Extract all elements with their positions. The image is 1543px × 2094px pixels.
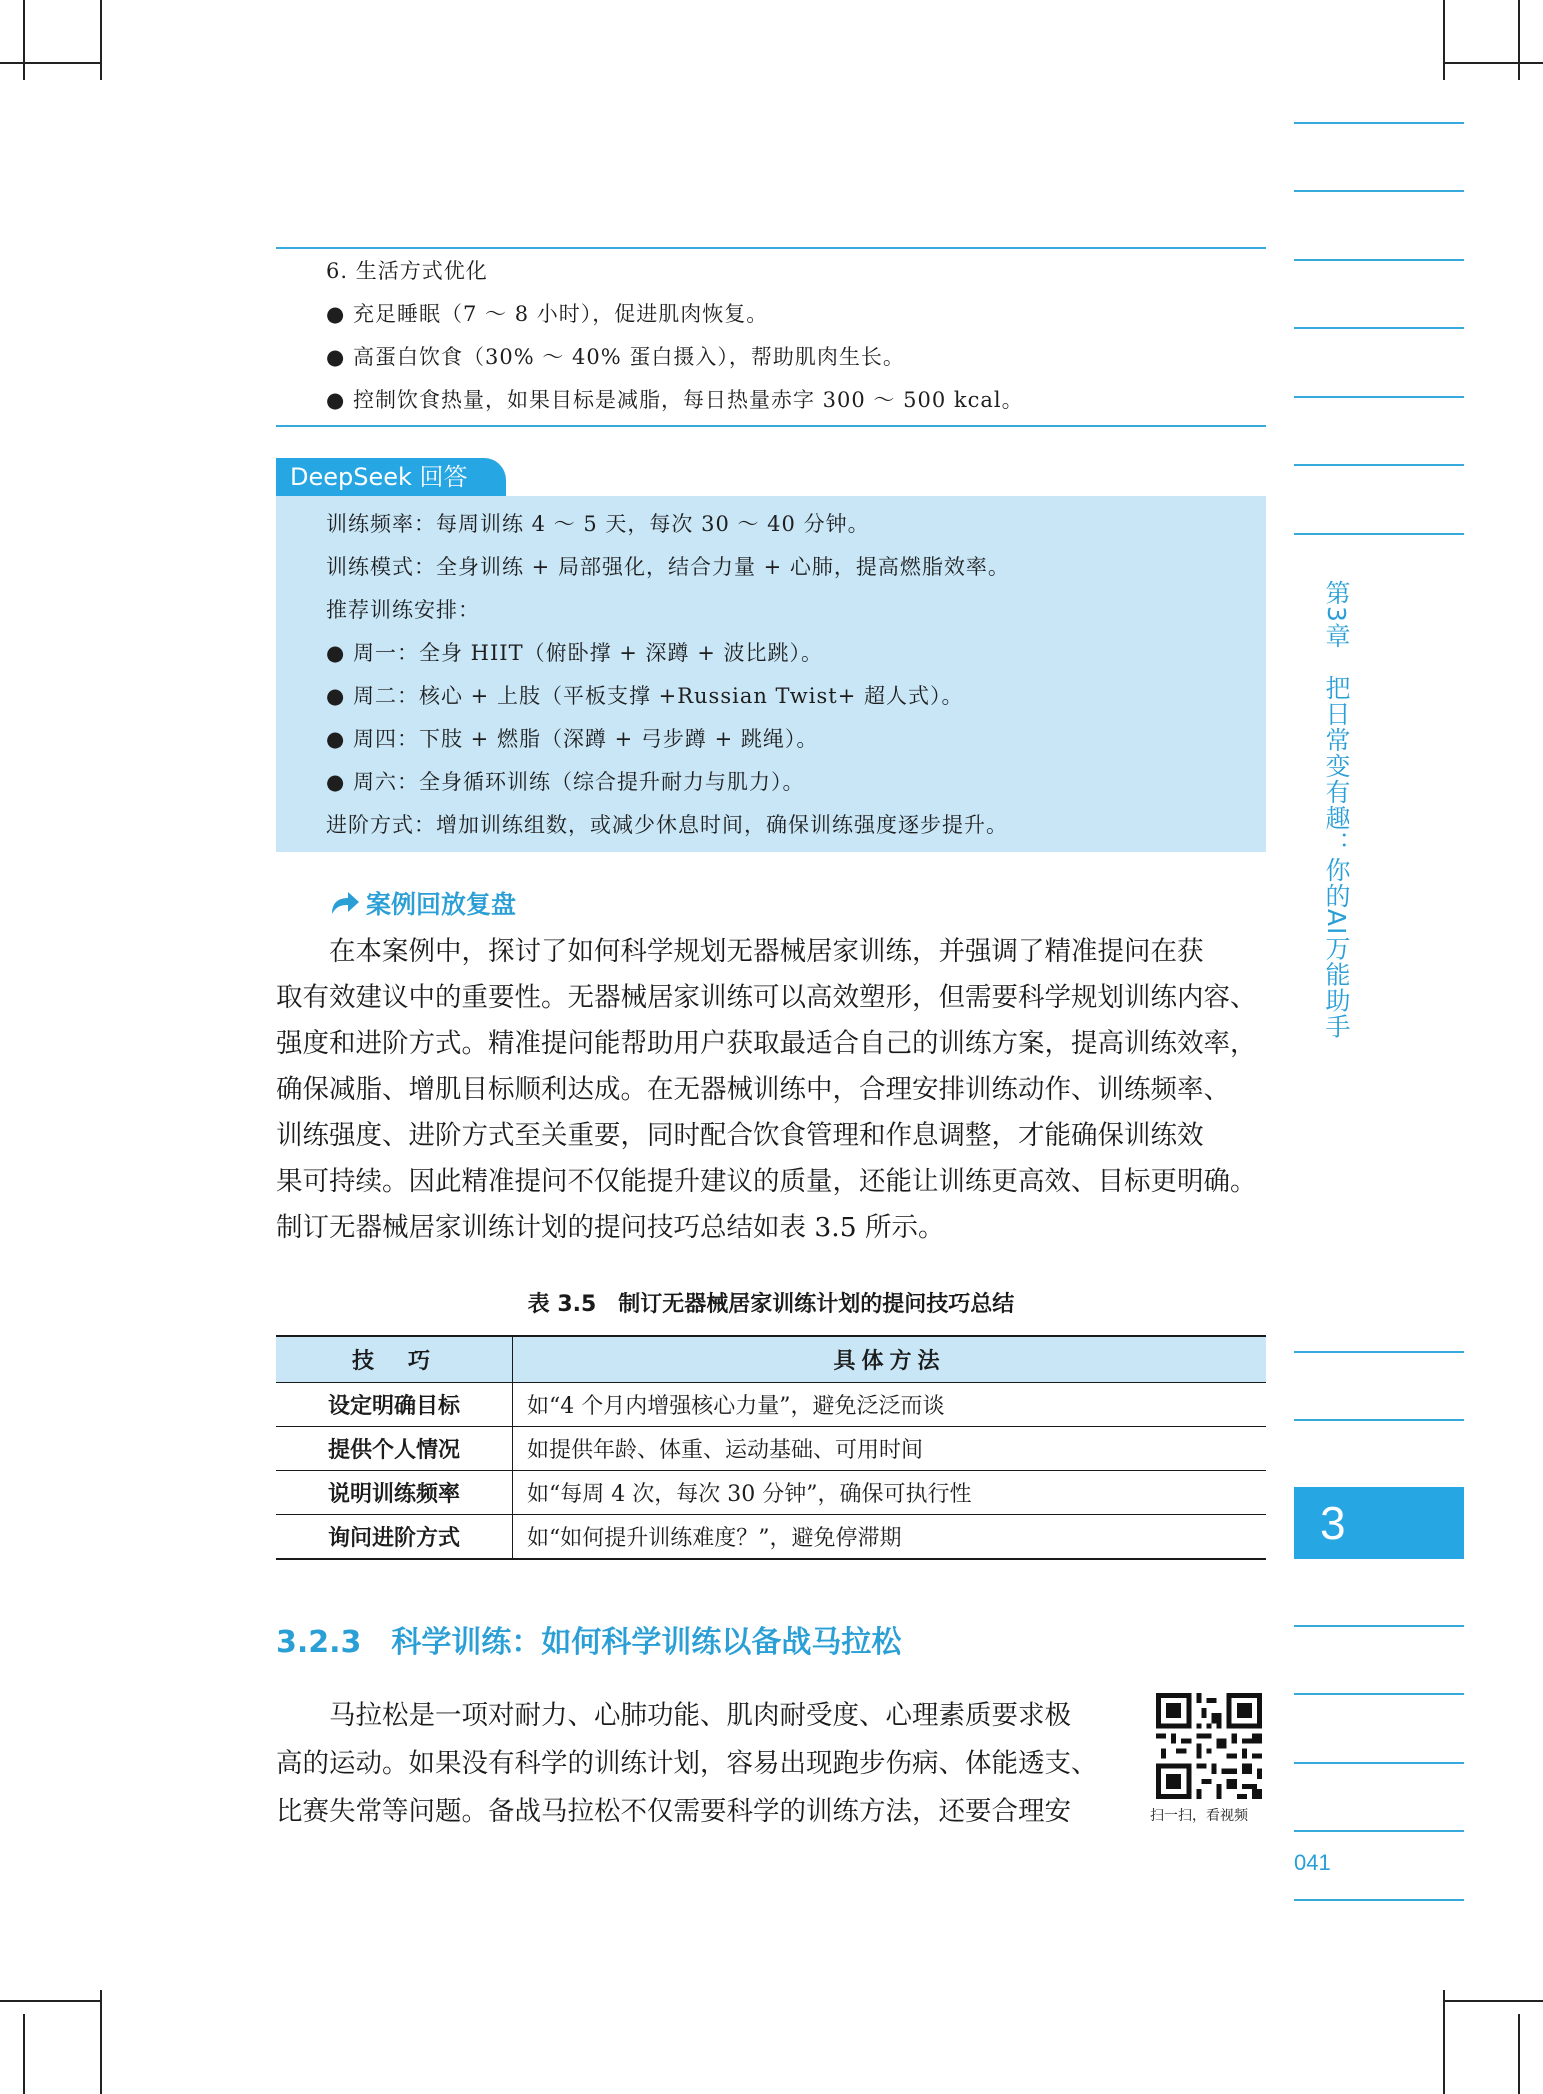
review-line: 制订无器械居家训练计划的提问技巧总结如表 3.5 所示。 bbox=[276, 1212, 945, 1243]
review-heading bbox=[330, 885, 516, 921]
deepseek-answer-tag: DeepSeek 回答 bbox=[276, 458, 506, 496]
table-row bbox=[276, 1383, 1266, 1427]
chapter-number-tab: 3 bbox=[1294, 1487, 1464, 1559]
review-line: 取有效建议中的重要性。无器械居家训练可以高效塑形，但需要科学规划训练内容、 bbox=[276, 982, 1257, 1013]
table-row bbox=[276, 1471, 1266, 1515]
margin-line bbox=[1294, 1899, 1464, 1901]
share-arrow-icon bbox=[330, 890, 360, 916]
crop-mark bbox=[1518, 0, 1520, 80]
review-line: 强度和进阶方式。精准提问能帮助用户获取最适合自己的训练方案，提高训练效率， bbox=[276, 1028, 1257, 1059]
answer-line: ● 周二：核心 + 上肢（平板支撑 +Russian Twist+ 超人式）。 bbox=[326, 684, 964, 708]
qr-caption: 扫一扫，看视频 bbox=[1150, 1808, 1248, 1824]
margin-line bbox=[1294, 1625, 1464, 1627]
table-header: 技 巧 bbox=[276, 1336, 513, 1383]
margin-line bbox=[1294, 122, 1464, 124]
section-line: 高的运动。如果没有科学的训练计划，容易出现跑步伤病、体能透支、 bbox=[276, 1748, 1098, 1779]
margin-line bbox=[1294, 190, 1464, 192]
section-line: 比赛失常等问题。备战马拉松不仅需要科学的训练方法，还要合理安 bbox=[276, 1796, 1071, 1827]
answer-line: ● 周一：全身 HIIT（俯卧撑 + 深蹲 + 波比跳）。 bbox=[326, 641, 823, 665]
answer-line: 进阶方式：增加训练组数，或减少休息时间，确保训练强度逐步提升。 bbox=[326, 813, 1008, 837]
answer-line: ● 周四：下肢 + 燃脂（深蹲 + 弓步蹲 + 跳绳）。 bbox=[326, 727, 819, 751]
tips-table bbox=[276, 1335, 1266, 1560]
answer-box bbox=[276, 496, 1266, 852]
review-title: 案例回放复盘 bbox=[366, 890, 517, 919]
section-number: 3.2.3 bbox=[276, 1625, 362, 1660]
margin-line bbox=[1294, 1693, 1464, 1695]
table-cell: 如提供年龄、体重、运动基础、可用时间 bbox=[513, 1427, 1267, 1471]
review-line: 在本案例中，探讨了如何科学规划无器械居家训练，并强调了精准提问在获 bbox=[276, 936, 1204, 967]
margin-line bbox=[1294, 1830, 1464, 1832]
answer-line: 推荐训练安排： bbox=[326, 598, 480, 622]
answer-line: 训练模式：全身训练 + 局部强化，结合力量 + 心肺，提高燃脂效率。 bbox=[326, 555, 1010, 579]
table-cell: 询问进阶方式 bbox=[276, 1515, 513, 1560]
question-line: ● 控制饮食热量，如果目标是减脂，每日热量赤字 300 ～ 500 kcal。 bbox=[326, 388, 1024, 412]
table-row bbox=[276, 1515, 1266, 1560]
margin-line bbox=[1294, 327, 1464, 329]
table-header: 具体方法 bbox=[513, 1336, 1267, 1383]
table-cell: 说明训练频率 bbox=[276, 1471, 513, 1515]
review-line: 确保减脂、增肌目标顺利达成。在无器械训练中，合理安排训练动作、训练频率、 bbox=[276, 1074, 1230, 1105]
crop-mark bbox=[0, 62, 100, 64]
review-line: 训练强度、进阶方式至关重要，同时配合饮食管理和作息调整，才能确保训练效 bbox=[276, 1120, 1204, 1151]
margin-line bbox=[1294, 1351, 1464, 1353]
section-title: 科学训练：如何科学训练以备战马拉松 bbox=[391, 1625, 902, 1660]
page-number: 041 bbox=[1294, 1850, 1331, 1875]
margin-line bbox=[1294, 464, 1464, 466]
review-line: 果可持续。因此精准提问不仅能提升建议的质量，还能让训练更高效、目标更明确。 bbox=[276, 1166, 1257, 1197]
question-line: ● 高蛋白饮食（30% ～ 40% 蛋白摄入），帮助肌肉生长。 bbox=[326, 345, 905, 369]
section-heading bbox=[276, 1617, 901, 1661]
crop-mark bbox=[100, 0, 102, 80]
crop-mark bbox=[1518, 2014, 1520, 2094]
crop-mark bbox=[100, 1990, 102, 2094]
crop-mark bbox=[1443, 0, 1445, 80]
chapter-title: 第3章 把日常变有趣：你的AI万能助手 bbox=[1322, 580, 1351, 1040]
question-bottom-rule bbox=[276, 425, 1266, 427]
margin-line bbox=[1294, 1762, 1464, 1764]
table-cell: 设定明确目标 bbox=[276, 1383, 513, 1427]
crop-mark bbox=[23, 2014, 25, 2094]
question-line: 6. 生活方式优化 bbox=[326, 259, 488, 283]
answer-line: ● 周六：全身循环训练（综合提升耐力与肌力）。 bbox=[326, 770, 805, 794]
qr-code-icon[interactable] bbox=[1156, 1693, 1262, 1799]
margin-line bbox=[1294, 259, 1464, 261]
margin-line bbox=[1294, 1419, 1464, 1421]
table-cell: 如“每周 4 次，每次 30 分钟”，确保可执行性 bbox=[513, 1471, 1267, 1515]
table-cell: 如“4 个月内增强核心力量”，避免泛泛而谈 bbox=[513, 1383, 1267, 1427]
table-row bbox=[276, 1427, 1266, 1471]
table-caption: 表 3.5 制订无器械居家训练计划的提问技巧总结 bbox=[527, 1292, 1015, 1317]
crop-mark bbox=[23, 0, 25, 80]
section-line: 马拉松是一项对耐力、心肺功能、肌肉耐受度、心理素质要求极 bbox=[276, 1700, 1071, 1731]
table-cell: 提供个人情况 bbox=[276, 1427, 513, 1471]
table-cell: 如“如何提升训练难度？”，避免停滞期 bbox=[513, 1515, 1267, 1560]
crop-mark bbox=[1443, 1990, 1445, 2094]
margin-line bbox=[1294, 396, 1464, 398]
crop-mark bbox=[0, 2000, 100, 2002]
answer-line: 训练频率：每周训练 4 ～ 5 天，每次 30 ～ 40 分钟。 bbox=[326, 512, 870, 536]
question-line: ● 充足睡眠（7 ～ 8 小时），促进肌肉恢复。 bbox=[326, 302, 769, 326]
question-top-rule bbox=[276, 247, 1266, 249]
crop-mark bbox=[1443, 62, 1543, 64]
margin-line bbox=[1294, 533, 1464, 535]
crop-mark bbox=[1443, 2000, 1543, 2002]
